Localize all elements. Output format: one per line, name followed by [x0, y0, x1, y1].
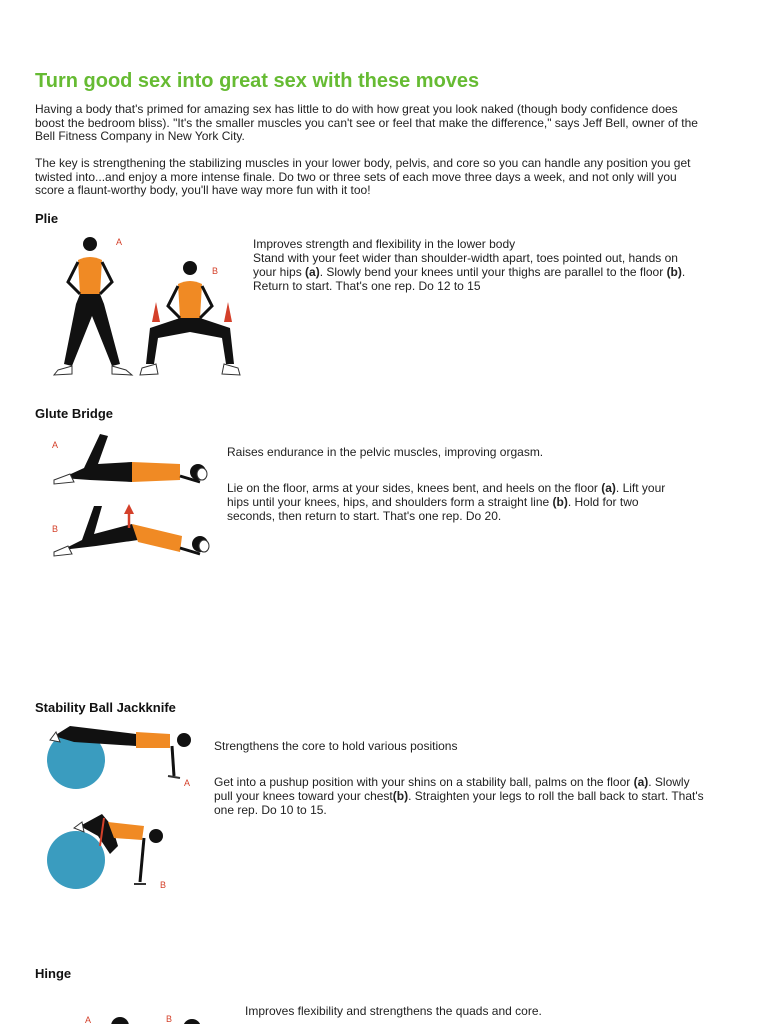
intro-paragraph-2: The key is strengthening the stabilizing muscles in your lower body, pelvis, and core so you can handle any position you get twisted into...and enjoy a more intense finale. Do two or three sets of each move three days a week, and not only will you score a flaunt-worthy body, you'll have way more fun with it too!	[35, 156, 691, 197]
jackknife-illustration	[40, 718, 205, 898]
plie-figure-a	[54, 237, 132, 375]
jackknife-instructions: Get into a pushup position with your shins on a stability ball, palms on the floor (a). Slowly pull your knees toward your chest(b). Straighten your legs to roll the ball back to start. That's one rep. Do 10 to 15.	[214, 775, 704, 817]
glute-label-b: B	[52, 524, 59, 534]
jackknife-figure-b	[47, 814, 163, 889]
plie-instructions: Stand with your feet wider than shoulder-width apart, toes pointed out, hands on your hips (a). Slowly bend your knees until your thighs are parallel to the floor (b). Return to start. That's one rep. Do 12 to 15	[253, 251, 686, 293]
plie-label-a: A	[116, 237, 123, 247]
plie-figure-b	[140, 261, 240, 375]
plie-illustration	[40, 232, 245, 384]
hinge-label-a: A	[85, 1015, 92, 1024]
plie-heading: Plie	[35, 211, 59, 226]
hinge-label-b: B	[166, 1014, 173, 1024]
hinge-illustration	[80, 1012, 210, 1024]
hinge-heading: Hinge	[35, 966, 72, 981]
glute-bridge-benefit: Raises endurance in the pelvic muscles, improving orgasm.	[227, 445, 544, 459]
hinge-benefit: Improves flexibility and strengthens the quads and core.	[245, 1004, 542, 1018]
glute-bridge-heading: Glute Bridge	[35, 406, 114, 421]
glute-figure-b	[54, 504, 209, 556]
glute-label-a: A	[52, 440, 59, 450]
article-title: Turn good sex into great sex with these moves	[35, 70, 480, 92]
glute-figure-a	[54, 434, 207, 484]
jackknife-heading: Stability Ball Jackknife	[35, 700, 176, 715]
jackknife-benefit: Strengthens the core to hold various positions	[214, 739, 458, 753]
jackknife-figure-a	[47, 726, 191, 789]
jackknife-label-b: B	[160, 880, 167, 890]
glute-bridge-illustration	[50, 424, 220, 564]
plie-benefit: Improves strength and flexibility in the lower body	[253, 237, 516, 251]
jackknife-label-a: A	[184, 778, 191, 788]
plie-label-b: B	[212, 266, 219, 276]
intro-paragraph-1: Having a body that's primed for amazing sex has little to do with how great you look naked (though body confidence does boost the bedroom bliss). "It's the smaller muscles you can't see or feel that make the difference," says Jeff Bell, owner of the Bell Fitness Company in New York City.	[35, 102, 698, 143]
glute-bridge-instructions: Lie on the floor, arms at your sides, knees bent, and heels on the floor (a). Lift your hips until your knees, hips, and shoulders form a straight line (b). Hold for two seconds, then return to start. That's one rep. Do 20.	[227, 481, 666, 523]
